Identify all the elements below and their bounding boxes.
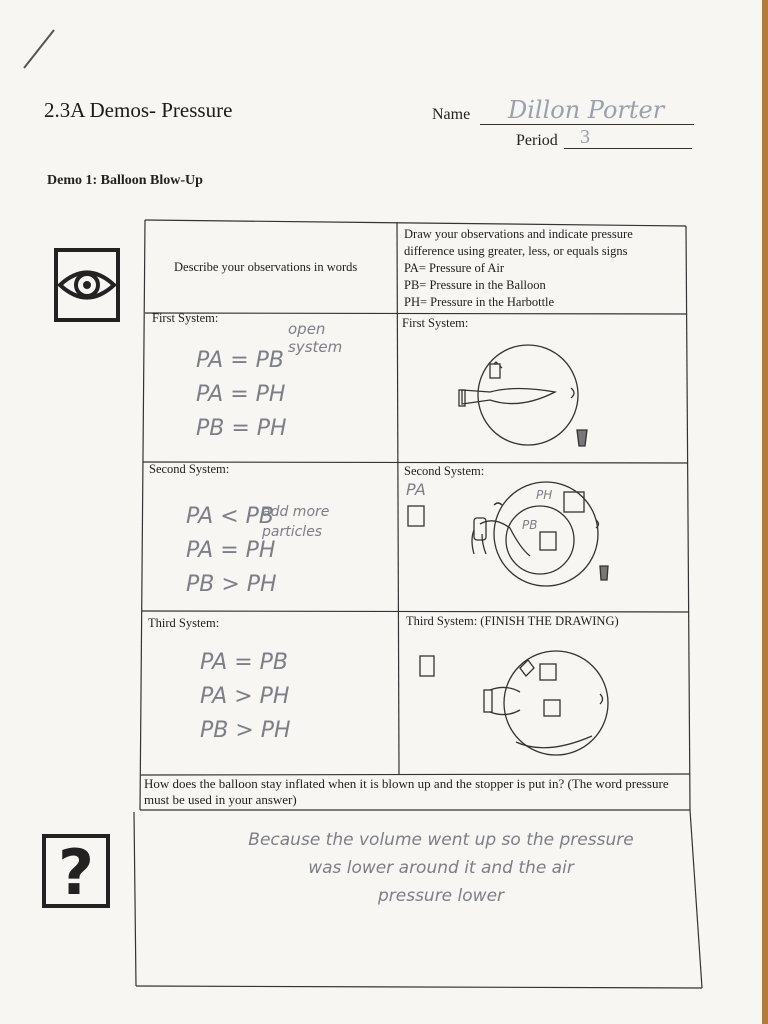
first-system-equations [196, 344, 287, 446]
demo-label: Demo 1: Balloon Blow-Up [47, 173, 203, 188]
header-line: PH= Pressure in the Harbottle [404, 295, 555, 309]
drawing-label-pb: PB [522, 518, 538, 532]
name-label: Name [432, 106, 471, 123]
name-underline [480, 124, 694, 125]
observations-words-header: Describe your observations in words [174, 260, 358, 274]
equation: PA = PB [200, 650, 288, 675]
equation: PA = PH [186, 538, 276, 563]
equation: PA = PH [196, 382, 286, 407]
period-field[interactable] [516, 126, 692, 154]
third-system-right-label: Third System: (FINISH THE DRAWING) [406, 614, 619, 628]
second-system-left-label: Second System: [149, 462, 230, 476]
header-line: Draw your observations and indicate pressure [404, 227, 633, 241]
second-system-equations [186, 500, 277, 602]
equation: PB > PH [200, 718, 291, 743]
first-system-note: open system [288, 320, 343, 356]
answer-line: Because the volume went up so the pressure [248, 830, 634, 850]
equation: PA > PH [200, 684, 290, 709]
svg-text:?: ? [58, 836, 94, 908]
equation: PB > PH [186, 572, 277, 597]
period-label: Period [516, 132, 558, 149]
period-value: 3 [580, 126, 590, 148]
first-system-right-label: First System: [402, 316, 469, 330]
third-system-equations [200, 646, 291, 748]
header-line: PA= Pressure of Air [404, 261, 504, 275]
header-line: PB= Pressure in the Balloon [404, 278, 546, 292]
name-field[interactable] [432, 96, 694, 128]
answer-text[interactable] [206, 826, 676, 910]
second-balloon-drawing [408, 482, 608, 586]
first-system-left-label: First System: [152, 311, 219, 325]
answer-line: was lower around it and the air [308, 858, 574, 878]
eye-icon [54, 248, 120, 322]
second-system-note: add more particles [262, 504, 330, 540]
drawing-label-ph: PH [536, 488, 553, 502]
draw-observations-header [404, 226, 690, 311]
answer-line: pressure lower [377, 886, 505, 906]
question-mark-icon [42, 834, 110, 908]
equation: PA = PB [196, 348, 284, 373]
drawing-label-pa: PA [406, 480, 426, 499]
header-line: difference using greater, less, or equals signs [404, 244, 628, 258]
equation: PB = PH [196, 416, 287, 441]
second-system-right-label: Second System: [404, 464, 485, 478]
page-title: 2.3A Demos- Pressure [44, 98, 233, 122]
name-value: Dillon Porter [508, 96, 665, 124]
third-balloon-drawing [420, 651, 608, 755]
equation: PA < PB [186, 504, 274, 529]
third-system-left-label: Third System: [148, 616, 220, 630]
first-balloon-drawing [459, 345, 587, 446]
check-mark [22, 28, 56, 72]
question-prompt: How does the balloon stay inflated when it is blown up and the stopper is put in? (The word pressure must be used in your answer) [144, 776, 669, 807]
